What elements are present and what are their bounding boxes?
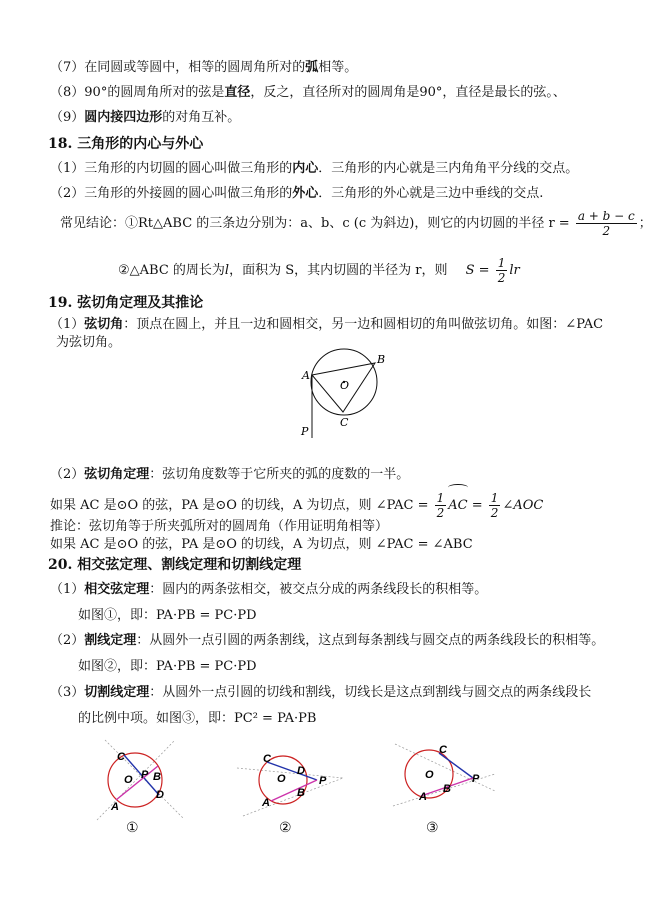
- half-fraction-1: [435, 491, 447, 520]
- fig3-label-b: B: [443, 783, 451, 795]
- frac-num: 1: [497, 256, 506, 270]
- s19-rule-1: [50, 486, 543, 522]
- area-formula-lhs: S =: [465, 263, 494, 278]
- fig2-label-d: D: [297, 765, 305, 777]
- area-formula-rhs: lr: [509, 263, 520, 278]
- figure-1-intersecting-chords: [95, 740, 190, 820]
- s18-c2-mid: ，面积为 S，其内切圆的半径为 r，则: [229, 263, 448, 278]
- frac-num: 1: [436, 491, 445, 505]
- s18-p2-end: ．三角形的外心就是三边中垂线的交点.: [318, 186, 544, 201]
- frac-num: 1: [490, 491, 499, 505]
- item-9: [50, 109, 240, 127]
- s19-p1-text: （1）: [50, 317, 85, 332]
- s19-rule-3: 如果 AC 是⊙O 的弦，PA 是⊙O 的切线，A 为切点，则 ∠PAC = ∠ABC: [50, 537, 473, 552]
- s20-p3-end: ：从圆外一点引圆的切线和割线，切线长是这点到割线与圆交点的两条线段长: [149, 685, 592, 700]
- item-7-end: 相等。: [318, 60, 358, 75]
- arc-mark: [448, 484, 467, 491]
- s20-p2: [50, 632, 604, 650]
- label-a: A: [302, 369, 310, 382]
- s18-p2-bold: 外心: [292, 186, 319, 201]
- guide-line-1: [237, 768, 343, 778]
- fig1-label-c: C: [117, 751, 125, 763]
- item-8-text: （8）90°的圆周角所对的弦是: [50, 85, 225, 100]
- fig3-label-c: C: [439, 744, 447, 756]
- section-20-title: 20. 相交弦定理、割线定理和切割线定理: [48, 557, 302, 573]
- frac-den: 2: [602, 224, 611, 238]
- fig2-label-b: B: [297, 787, 305, 799]
- area-fraction: [496, 256, 508, 285]
- s18-c2-text: ②△ABC 的周长为: [118, 263, 225, 278]
- s20-p2-text: （2）: [50, 633, 85, 648]
- s20-p1-bold: 相交弦定理: [84, 582, 150, 597]
- label-b: B: [377, 353, 386, 366]
- item-8-bold: 直径: [224, 85, 251, 100]
- frac-den: 2: [497, 271, 506, 285]
- caption-1: ①: [126, 820, 139, 836]
- inradius-fraction: [576, 209, 637, 238]
- caption-2: ②: [279, 820, 292, 836]
- s18-c1-text: 常见结论：①Rt△ABC 的三条边分别为：a、b、c (c 为斜边)，则它的内切圆的半径 r =: [60, 216, 574, 231]
- s18-p2-text: （2）三角形的外接圆的圆心叫做三角形的: [50, 186, 293, 201]
- s18-c1-end: ；: [638, 216, 652, 231]
- s20-p3-text: （3）: [50, 685, 85, 700]
- s19-p2-bold: 弦切角定理: [84, 467, 150, 482]
- s20-p3-cont: 的比例中项。如图③，即：PC² = PA·PB: [78, 711, 317, 726]
- section-18-title: 18. 三角形的内心与外心: [48, 136, 204, 152]
- fig2-label-a: A: [262, 797, 270, 809]
- fig1-label-a: A: [111, 801, 119, 813]
- secant-cd: [267, 762, 317, 780]
- s20-p1: [50, 581, 487, 599]
- half-fraction-2: [489, 491, 501, 520]
- s19-p2-text: （2）: [50, 467, 85, 482]
- s20-p2-end: ：从圆外一点引圆的两条割线，这点到每条割线与圆交点的两条线段长的积相等。: [136, 633, 605, 648]
- figure-3-tangent-secant: [385, 736, 500, 816]
- fig1-label-p: P: [141, 769, 149, 781]
- s18-conclusion-2: [118, 256, 520, 286]
- s20-p1-text: （1）: [50, 582, 85, 597]
- figure-2-two-secants: [235, 738, 345, 818]
- s19-r1-end: ∠AOC: [502, 498, 544, 513]
- fig1-label-d: D: [156, 789, 164, 801]
- s18-conclusion-1: [60, 208, 652, 240]
- item-8-end: ，反之，直径所对的圆周角是90°，直径是最长的弦。、: [250, 85, 566, 100]
- item-7: [50, 59, 357, 77]
- s20-formula-1: 如图①，即：PA·PB = PC·PD: [78, 608, 257, 623]
- s18-p2: [50, 185, 543, 203]
- s19-p1-end: ：顶点在圆上，并且一边和圆相交，另一边和圆相切的角叫做弦切角。如图：∠PAC: [123, 317, 604, 332]
- fig3-label-o: O: [425, 769, 434, 781]
- fig3-label-a: A: [419, 791, 427, 803]
- s20-p3: [50, 684, 591, 702]
- s18-p1-text: （1）三角形的内切圆的圆心叫做三角形的: [50, 161, 293, 176]
- equals: =: [467, 498, 487, 513]
- s19-p1-bold: 弦切角: [84, 317, 124, 332]
- s18-p1-end: ．三角形的内心就是三内角角平分线的交点。: [318, 161, 579, 176]
- fig2-label-p: P: [319, 775, 327, 787]
- guide-line-2: [243, 778, 343, 816]
- s19-p2: [50, 466, 409, 484]
- s19-rule-2: 推论：弦切角等于所夹弧所对的圆周角（作用证明角相等）: [50, 519, 389, 534]
- item-8: [50, 84, 566, 102]
- item-9-text: （9）: [50, 110, 85, 125]
- item-9-bold: 圆内接四边形: [84, 110, 163, 125]
- frac-den: 2: [490, 506, 499, 520]
- tangent-chord-figure: [290, 340, 400, 445]
- s20-p1-end: ：圆内的两条弦相交，被交点分成的两条线段长的积相等。: [149, 582, 488, 597]
- s18-p1: [50, 160, 578, 178]
- arc-ac: [448, 486, 467, 522]
- section-19-title: 19. 弦切角定理及其推论: [48, 295, 204, 311]
- s20-p2-bold: 割线定理: [84, 633, 137, 648]
- chord-ab: [116, 766, 158, 800]
- item-9-end: 的对角互补。: [162, 110, 241, 125]
- s19-r1-text: 如果 AC 是⊙O 的弦，PA 是⊙O 的切线，A 为切点，则 ∠PAC =: [50, 498, 433, 513]
- label-p: P: [301, 425, 309, 438]
- item-7-text: （7）在同圆或等圆中，相等的圆周角所对的: [50, 60, 306, 75]
- label-o: O: [340, 379, 350, 392]
- s20-p3-bold: 切割线定理: [84, 685, 150, 700]
- tangent-pc: [439, 753, 473, 778]
- s19-p1: [50, 316, 603, 334]
- arc-text: AC: [448, 498, 468, 513]
- fig2-label-o: O: [277, 773, 286, 785]
- frac-num: a + b − c: [577, 209, 635, 223]
- fig1-label-b: B: [153, 771, 161, 783]
- guide-line-1: [97, 740, 175, 820]
- s19-p2-end: ：弦切角度数等于它所夹的弧的度数的一半。: [149, 467, 410, 482]
- fig2-label-c: C: [263, 753, 271, 765]
- s19-p1-cont: 为弦切角。: [56, 335, 122, 350]
- label-c: C: [340, 416, 349, 429]
- s18-p1-bold: 内心: [292, 161, 319, 176]
- fig3-label-p: P: [472, 773, 480, 785]
- item-7-bold: 弧: [305, 60, 319, 75]
- frac-den: 2: [436, 506, 445, 520]
- perimeter-symbol: l: [224, 263, 230, 278]
- caption-3: ③: [426, 820, 439, 836]
- fig1-label-o: O: [124, 774, 133, 786]
- s20-formula-2: 如图②，即：PA·PB = PC·PD: [78, 659, 257, 674]
